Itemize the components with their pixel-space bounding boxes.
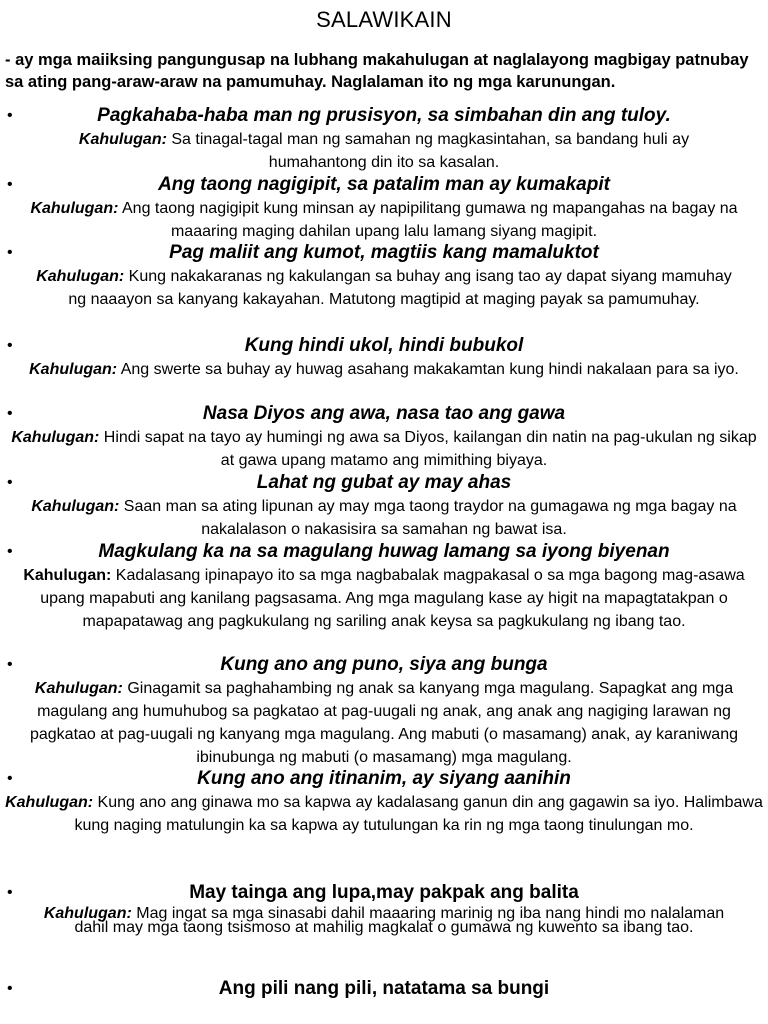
- meaning-label: Kahulugan:: [11, 429, 100, 446]
- page-title: SALAWIKAIN: [316, 7, 452, 32]
- proverb-item: [0, 653, 768, 769]
- proverb-item: [0, 334, 768, 381]
- proverb-meaning: [24, 495, 744, 541]
- meaning-label: Kahulugan:: [30, 200, 119, 217]
- bullet-icon: •: [7, 980, 13, 997]
- proverb-text: Nasa Diyos ang awa, nasa tao ang gawa: [202, 403, 566, 424]
- meaning-label: Kahulugan:: [78, 131, 167, 148]
- bullet-icon: •: [7, 770, 13, 787]
- proverb-item: [0, 402, 768, 472]
- meaning-label: Kahulugan:: [5, 794, 94, 811]
- bullet-icon: •: [7, 474, 13, 491]
- proverb-meaning: [5, 791, 763, 837]
- proverb-text: Ang pili nang pili, natatama sa bungi: [218, 978, 550, 999]
- meaning-label: Kahulugan:: [29, 361, 118, 378]
- bullet-icon: •: [7, 656, 13, 673]
- proverb-meaning: [29, 907, 739, 935]
- bullet-icon: •: [7, 107, 13, 124]
- proverb-meaning: [5, 426, 763, 472]
- proverb-text: Pagkahaba-haba man ng prusisyon, sa simbahan din ang tuloy.: [97, 105, 671, 126]
- meaning-text: Ang swerte sa buhay ay huwag asahang makakamtan kung hindi nakalaan para sa iyo.: [120, 361, 739, 378]
- proverb-item: [0, 977, 768, 1001]
- proverb-item: [0, 881, 768, 935]
- meaning-text: Ang taong nagigipit kung minsan ay napipilitang gumawa ng mapangahas na bagay na maaaring maging dahilan upang lalu lamang siyang magipit.: [122, 200, 738, 240]
- proverb-text: Kung ano ang puno, siya ang bunga: [220, 654, 548, 675]
- proverb-text: Magkulang ka na sa magulang huwag lamang sa iyong biyenan: [98, 541, 670, 562]
- meaning-text: Sa tinagal-tagal man ng samahan ng magkasintahan, sa bandang huli ay humahantong din ito sa kasalan.: [171, 131, 690, 171]
- proverb-meaning: [29, 197, 739, 243]
- meaning-text: Ginagamit sa paghahambing ng anak sa kanyang mga magulang. Sapagkat ang mga magulang ang humuhubog sa pagkatao at pag-uugali ng anak, ang anak ang nagiging larawan ng pagkatao at pag-uugali ng kanyang mga magulang. Ang mabuti (o masamang) anak, ay karaniwang ibinubunga ng mabuti (o masamang) mga magulang.: [29, 680, 738, 766]
- proverb-meaning: [14, 358, 754, 381]
- bullet-icon: •: [7, 543, 13, 560]
- meaning-text: Kadalasang ipinapayo ito sa mga nagbabalak magpakasal o sa mga bagong mag-asawa upang mapabuti ang kanilang pagsasama. Ang mga magulang kase ay higit na mapagtatakpan o mapapatawag ang pagkukulang ng sariling anak keysa sa pagkukulang ng ibang tao.: [40, 567, 745, 630]
- bullet-icon: •: [7, 884, 13, 901]
- meaning-label: Kahulugan:: [36, 268, 125, 285]
- bullet-icon: •: [7, 337, 13, 354]
- meaning-text: Hindi sapat na tayo ay humingi ng awa sa Diyos, kailangan din natin na pag-ukulan ng sikap at gawa upang matamo ang mimithing biyaya.: [103, 429, 757, 469]
- intro-paragraph: - ay mga maiiksing pangungusap na lubhang makahulugan at naglalayong magbigay patnubay sa ating pang-araw-araw na pamumuhay. Naglalaman ito ng mga karunungan.: [5, 51, 749, 91]
- proverb-meaning: [34, 128, 734, 174]
- proverb-text: Pag maliit ang kumot, magtiis kang mamaluktot: [169, 242, 599, 263]
- proverb-item: [0, 767, 768, 837]
- proverb-text: Ang taong nagigipit, sa patalim man ay kumakapit: [158, 174, 610, 195]
- proverb-text: Kung ano ang itinanim, ay siyang aanihin: [197, 768, 571, 789]
- meaning-text: Saan man sa ating lipunan ay may mga taong traydor na gumagawa ng mga bagay na nakalalason o nakasisira sa samahan ng bawat isa.: [123, 498, 737, 538]
- meaning-text: Kung nakakaranas ng kakulangan sa buhay ang isang tao ay dapat siyang mamuhay ng naaayon sa kanyang kakayahan. Matutong magtipid at maging payak sa pamumuhay.: [68, 268, 732, 308]
- proverb-item: [0, 241, 768, 311]
- proverb-text: Kung hindi ukol, hindi bubukol: [244, 335, 524, 356]
- proverb-item: [0, 173, 768, 243]
- meaning-text: Mag ingat sa mga sinasabi dahil maaaring marinig ng iba nang hindi mo nalalaman dahil may mga taong tsismoso at mahilig magkalat o gumawa ng kuwento sa ibang tao.: [74, 905, 725, 936]
- bullet-icon: •: [7, 176, 13, 193]
- bullet-icon: •: [7, 244, 13, 261]
- proverb-item: [0, 471, 768, 541]
- proverb-text: May tainga ang lupa,may pakpak ang balita: [189, 882, 579, 903]
- meaning-text: Kung ano ang ginawa mo sa kapwa ay kadalasang ganun din ang gagawin sa iyo. Halimbawa kung naging matulungin ka sa kapwa ay tutulungan ka rin ng mga taong tinulungan mo.: [74, 794, 763, 834]
- proverb-text: Lahat ng gubat ay may ahas: [256, 472, 512, 493]
- meaning-label: Kahulugan:: [23, 567, 112, 584]
- proverb-item: [0, 540, 768, 633]
- proverb-meaning: [9, 677, 759, 769]
- proverb-item: [0, 104, 768, 174]
- bullet-icon: •: [7, 405, 13, 422]
- meaning-label: Kahulugan:: [43, 905, 132, 922]
- meaning-label: Kahulugan:: [34, 680, 123, 697]
- proverb-meaning: [5, 564, 763, 633]
- proverb-meaning: [34, 265, 734, 311]
- meaning-label: Kahulugan:: [31, 498, 120, 515]
